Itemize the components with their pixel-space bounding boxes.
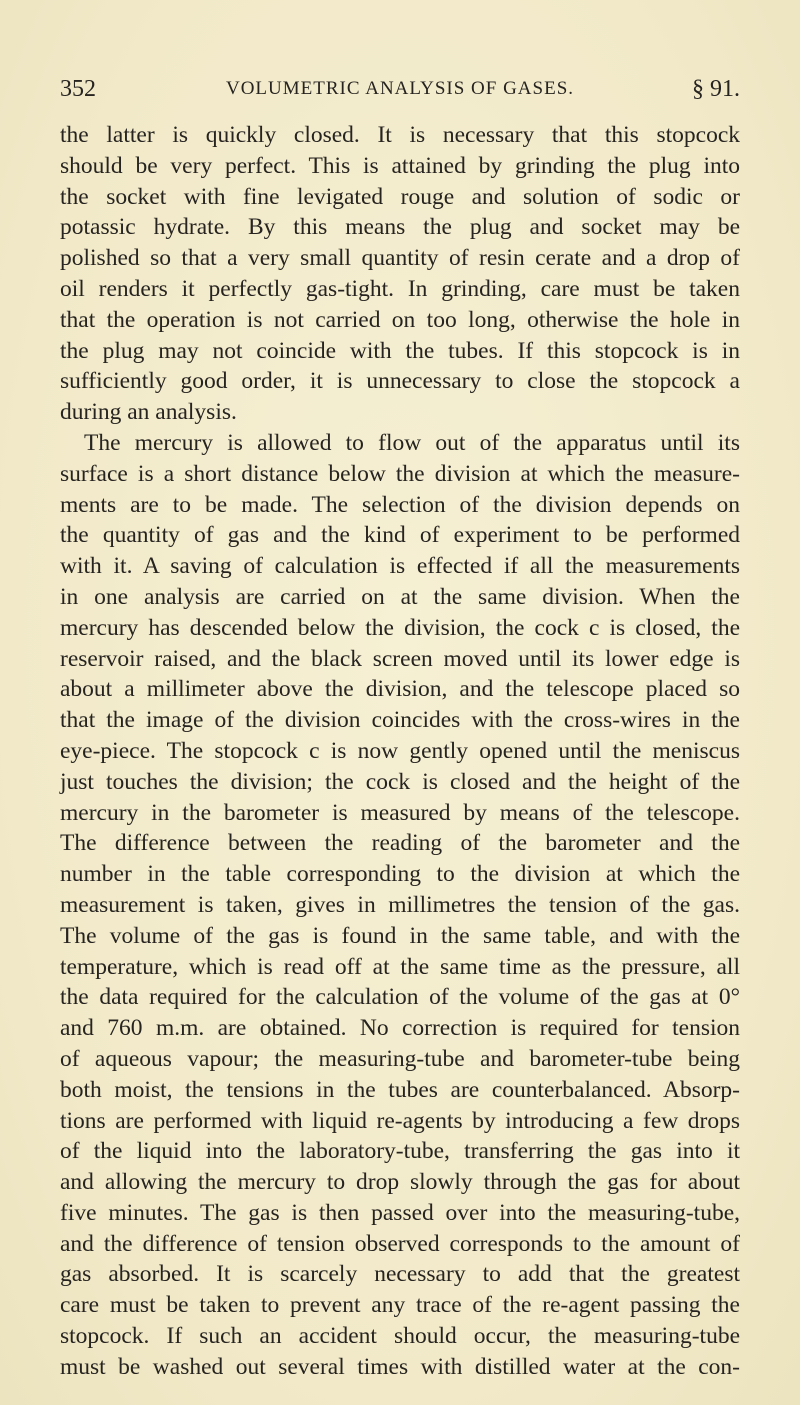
text-line: the data required for the calculation of the volume of the gas at 0°: [60, 984, 740, 1011]
text-line: The mercury is allowed to flow out of the apparatus until its: [84, 429, 740, 456]
text-line: with it. A saving of calculation is effected if all the measurements: [60, 553, 740, 580]
text-line: both moist, the tensions in the tubes are counterbalanced. Absorp-: [60, 1076, 740, 1103]
text-line: measurement is taken, gives in millimetres the tension of the gas.: [60, 891, 740, 918]
text-line: sufficiently good order, it is unnecessary to close the stopcock a: [60, 368, 740, 395]
text-line: five minutes. The gas is then passed over into the measuring-tube,: [60, 1199, 740, 1226]
text-line: the quantity of gas and the kind of experiment to be performed: [60, 522, 740, 549]
text-line: tions are performed with liquid re-agents by introducing a few drops: [60, 1107, 740, 1134]
text-line: must be washed out several times with distilled water at the con-: [60, 1353, 740, 1380]
body-text: [60, 120, 740, 1383]
text-line: gas absorbed. It is scarcely necessary to add that the greatest: [60, 1261, 740, 1288]
text-line: about a millimeter above the division, and the telescope placed so: [60, 676, 740, 703]
text-line: just touches the division; the cock is closed and the height of the: [60, 768, 740, 795]
text-line: and the difference of tension observed corresponds to the amount of: [60, 1230, 740, 1257]
text-line: the socket with fine levigated rouge and solution of sodic or: [60, 183, 740, 210]
text-line: stopcock. If such an accident should occur, the measuring-tube: [60, 1323, 740, 1350]
text-line: of aqueous vapour; the measuring-tube and barometer-tube being: [60, 1045, 740, 1072]
text-line: that the operation is not carried on too long, otherwise the hole in: [60, 306, 740, 333]
text-line: temperature, which is read off at the same time as the pressure, all: [60, 953, 740, 980]
text-line: care must be taken to prevent any trace of the re-agent passing the: [60, 1292, 740, 1319]
text-line: eye-piece. The stopcock c is now gently opened until the meniscus: [60, 737, 740, 764]
text-line: of the liquid into the laboratory-tube, transferring the gas into it: [60, 1138, 740, 1165]
running-title: VOLUMETRIC ANALYSIS OF GASES.: [225, 78, 575, 99]
text-line: The difference between the reading of the barometer and the: [60, 830, 740, 857]
text-line: during an analysis.: [60, 399, 237, 426]
text-line: number in the table corresponding to the division at which the: [60, 861, 740, 888]
page-number: 352: [60, 76, 96, 102]
section-reference: § 91.: [692, 76, 740, 102]
text-line: should be very perfect. This is attained by grinding the plug into: [60, 152, 740, 179]
text-line: mercury has descended below the division, the cock c is closed, the: [60, 614, 740, 641]
page-header: [60, 76, 740, 108]
text-line: surface is a short distance below the division at which the measure-: [60, 460, 740, 487]
text-line: mercury in the barometer is measured by means of the telescope.: [60, 799, 740, 826]
text-line: The volume of the gas is found in the same table, and with the: [60, 922, 740, 949]
text-line: reservoir raised, and the black screen moved until its lower edge is: [60, 645, 740, 672]
text-line: and allowing the mercury to drop slowly through the gas for about: [60, 1169, 740, 1196]
text-line: and 760 m.m. are obtained. No correction is required for tension: [60, 1015, 740, 1042]
text-line: in one analysis are carried on at the same division. When the: [60, 583, 740, 610]
text-line: the plug may not coincide with the tubes. If this stopcock is in: [60, 337, 740, 364]
text-line: the latter is quickly closed. It is necessary that this stopcock: [60, 122, 740, 148]
text-line: that the image of the division coincides with the cross-wires in the: [60, 707, 740, 734]
text-line: potassic hydrate. By this means the plug and socket may be: [60, 214, 740, 241]
text-line: polished so that a very small quantity of resin cerate and a drop of: [60, 245, 740, 272]
text-line: oil renders it perfectly gas-tight. In grinding, care must be taken: [60, 275, 740, 302]
text-line: ments are to be made. The selection of the division depends on: [60, 491, 740, 518]
